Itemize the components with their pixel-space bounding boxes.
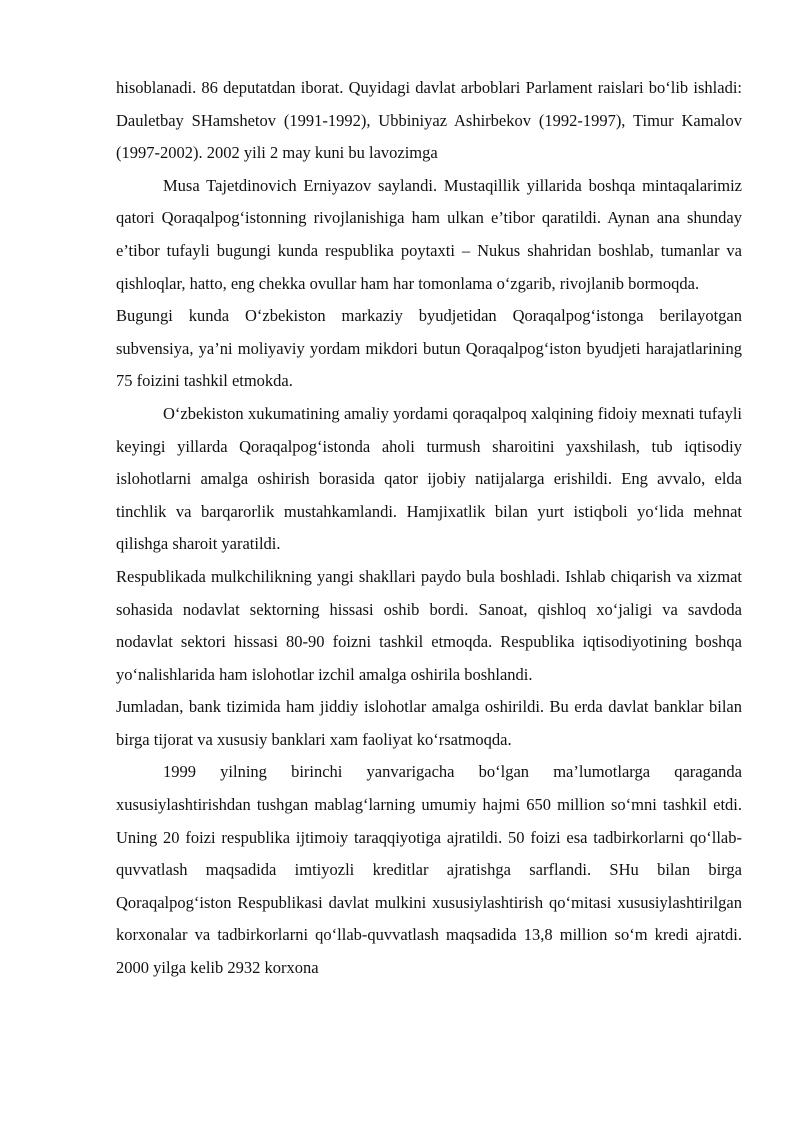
paragraph-bank-reforms: Jumladan, bank tizimida ham jiddiy islohotlar amalga oshirildi. Bu erda davlat banklar bilan birga tijorat va xususiy banklari xam faoliyat ko‘rsatmoqda. xyxy=(116,697,742,749)
paragraph-parliament-chairs: hisoblanadi. 86 deputatdan iborat. Quyidagi davlat arboblari Parlament raislari bo‘lib ishladi: Dauletbay SHamshetov (1991-1992), Ubbiniyaz Ashirbekov (1992-1997), Timur Kamalov (1997-2002). 2002 yili 2 may kuni bu lavozimga xyxy=(116,78,742,163)
paragraph-ownership-forms: Respublikada mulkchilikning yangi shakllari paydo bula boshladi. Ishlab chiqarish va xizmat sohasida nodavlat sektorning hissasi oshib bordi. Sanoat, qishloq xo‘jaligi va savdoda nodavlat sektori hissasi 80-90 foizni tashkil etmoqda. Respublika iqtisodiyotining boshqa yo‘nalishlarida ham islohotlar izchil amalga oshirila boshlandi. xyxy=(116,566,742,684)
paragraph-government-help: O‘zbekiston xukumatining amaliy yordami qoraqalpoq xalqining fidoiy mexnati tufayli keyingi yillarda Qoraqalpog‘istonda aholi turmush sharoitini yaxshilash, tub iqtisodiy islohotlarni amalga oshirish borasida qator ijobiy natijalarga erishildi. Eng avvalo, elda tinchlik va barqarorlik mustahkamlandi. Hamjixatlik bilan yurt istiqboli yo‘lida mehnat qilishga sharoit yaratildi. xyxy=(116,403,742,554)
paragraph-subvention: Bugungi kunda O‘zbekiston markaziy byudjetidan Qoraqalpog‘istonga berilayotgan subvensiya, ya’ni moliyaviy yordam mikdori butun Qoraqalpog‘iston byudjeti harajatlarining 75 foizini tashkil etmokda. xyxy=(116,306,742,391)
paragraph-privatization: 1999 yilning birinchi yanvarigacha bo‘lgan ma’lumotlarga qaraganda xususiylashtirishdan tushgan mablag‘larning umumiy hajmi 650 million so‘mni tashkil etdi. Uning 20 foizi respublika ijtimoiy taraqqiyotiga ajratildi. 50 foizi esa tadbirkorlarni qo‘llab-quvvatlash maqsadida imtiyozli kreditlar ajratishga sarflandi. SHu bilan birga Qoraqalpog‘iston Respublikasi davlat mulkini xususiylashtirish qo‘mitasi xususiylashtirilgan korxonalar va tadbirkorlarni qo‘llab-quvvatlash maqsadida 13,8 million so‘m kredi ajratdi. 2000 yilga kelib 2932 korxona xyxy=(116,762,742,978)
paragraph-erniyazov-elected: Musa Tajetdinovich Erniyazov saylandi. Mustaqillik yillarida boshqa mintaqalarimiz qatori Qoraqalpog‘istonning rivojlanishiga ham ulkan e’tibor qaratildi. Aynan ana shunday e’tibor tufayli bugungi kunda respublika poytaxti – Nukus shahridan boshlab, tumanlar va qishloqlar, hatto, eng chekka ovullar ham har tomonlama o‘zgarib, rivojlanib bormoqda. xyxy=(116,175,742,293)
document-page xyxy=(116,72,742,985)
